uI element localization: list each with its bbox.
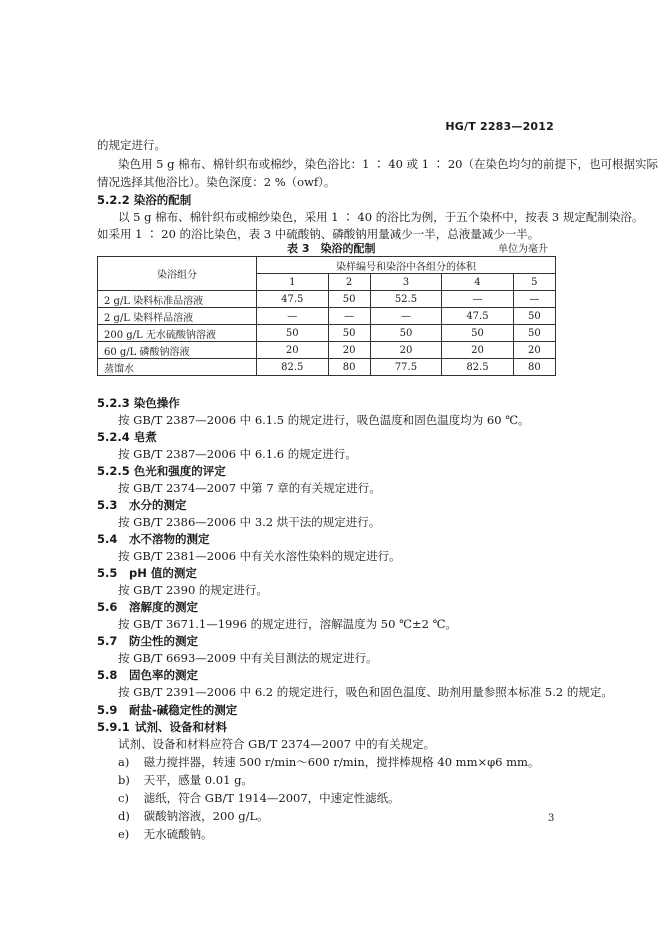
table-row: [98, 359, 556, 376]
section-number: 5.2.2: [97, 193, 130, 207]
intro-line-3: 情况选择其他浴比）。染色深度：2 %（owf）。: [97, 175, 336, 189]
table-col-2: 2: [328, 274, 370, 291]
section-number: 5.5: [97, 566, 118, 580]
section-number: 5.7: [97, 634, 118, 648]
section-text-5-4: 按 GB/T 2381—2006 中有关水溶性染料的规定进行。: [118, 549, 401, 563]
section-title: pH 值的测定: [129, 566, 197, 580]
section-heading-5-7: [97, 634, 198, 648]
section-heading-5-2-4: [97, 430, 157, 444]
row-label: 60 g/L 磷酸钠溶液: [98, 342, 257, 359]
row-label: 2 g/L 染料样品溶液: [98, 308, 257, 325]
list-item: [118, 791, 400, 805]
intro-line-1: 的规定进行。: [97, 138, 166, 152]
table-col-3: 3: [370, 274, 442, 291]
table-cell: 50: [513, 325, 555, 342]
section-title: 色光和强度的评定: [133, 464, 226, 478]
section-number: 5.9.1: [97, 720, 130, 734]
section-heading-5-5: [97, 566, 197, 580]
table-cell: 77.5: [370, 359, 442, 376]
list-item-text: 滤纸，符合 GB/T 1914—2007，中速定性滤纸。: [143, 791, 400, 805]
standard-number: HG/T 2283—2012: [445, 120, 554, 133]
paragraph-5-2-2-line-1: 以 5 g 棉布、棉针织布或棉纱染色，采用 1 ∶ 40 的浴比为例，于五个染杯中，按表 3 规定配制染浴。: [118, 210, 644, 224]
table-cell: 47.5: [257, 291, 329, 308]
table-unit: 单位为毫升: [498, 244, 548, 255]
section-heading-5-2-2: [97, 193, 191, 207]
section-number: 5.3: [97, 498, 118, 512]
section-heading-5-6: [97, 600, 198, 614]
list-item-text: 天平，感量 0.01 g。: [143, 773, 253, 787]
table-row: [98, 342, 556, 359]
section-text-5-9-1: 试剂、设备和材料应符合 GB/T 2374—2007 中的有关规定。: [118, 737, 436, 751]
list-item: [118, 773, 253, 787]
section-text-5-5: 按 GB/T 2390 的规定进行。: [118, 583, 268, 597]
table-cell: 50: [257, 325, 329, 342]
section-title: 染浴的配制: [133, 193, 192, 207]
list-item-label: b): [118, 773, 130, 787]
row-label: 200 g/L 无水硫酸钠溶液: [98, 325, 257, 342]
table-cell: 50: [328, 291, 370, 308]
table-row: [98, 291, 556, 308]
table-cell: 50: [370, 325, 442, 342]
table-cell: 80: [328, 359, 370, 376]
table-caption: 表 3 染浴的配制: [287, 242, 376, 255]
section-title: 皂煮: [133, 430, 157, 444]
paragraph-5-2-2-line-2: 如采用 1 ∶ 20 的浴比染色，表 3 中硫酸钠、磷酸钠用量减少一半，总液量减少一半。: [97, 227, 540, 241]
table-cell: 50: [442, 325, 514, 342]
table-col-4: 4: [442, 274, 514, 291]
section-text-5-6: 按 GB/T 3671.1—1996 的规定进行，溶解温度为 50 ℃±2 ℃。: [118, 617, 457, 631]
table-cell: 20: [513, 342, 555, 359]
section-title: 染色操作: [133, 396, 180, 410]
intro-line-2: 染色用 5 g 棉布、棉针织布或棉纱，染色浴比：1 ∶ 40 或 1 ∶ 20（在染色均匀的前提下，也可根据实际: [118, 157, 658, 171]
table-cell: 82.5: [442, 359, 514, 376]
row-label: 2 g/L 染料标准品溶液: [98, 291, 257, 308]
list-item-text: 碳酸钠溶液，200 g/L。: [143, 809, 269, 823]
table-cell: 50: [513, 308, 555, 325]
table-cell: —: [257, 308, 329, 325]
table-cell: —: [442, 291, 514, 308]
section-title: 防尘性的测定: [129, 634, 199, 648]
section-number: 5.4: [97, 532, 118, 546]
table-col-header: 染浴组分: [98, 257, 257, 291]
section-title: 水不溶物的测定: [129, 532, 210, 546]
table-cell: 47.5: [442, 308, 514, 325]
page-number: 3: [548, 813, 555, 824]
list-item: [118, 755, 539, 769]
section-number: 5.2.5: [97, 464, 130, 478]
section-title: 试剂、设备和材料: [135, 720, 228, 734]
list-item: [118, 809, 269, 823]
list-item-text: 无水硫酸钠。: [143, 827, 213, 841]
table-cell: 52.5: [370, 291, 442, 308]
table-cell: 20: [370, 342, 442, 359]
table-row: [98, 325, 556, 342]
section-title: 固色率的测定: [129, 668, 199, 682]
section-text-5-2-4: 按 GB/T 2387—2006 中 6.1.6 的规定进行。: [118, 447, 357, 461]
list-item-text: 磁力搅拌器，转速 500 r/min～600 r/min，搅拌棒规格 40 mm×φ6 mm。: [143, 755, 540, 769]
dye-bath-table: [97, 256, 556, 376]
list-item-label: a): [118, 755, 130, 769]
table-row: [98, 308, 556, 325]
list-item-label: e): [118, 827, 130, 841]
section-title: 耐盐-碱稳定性的测定: [129, 703, 238, 717]
table-cell: 20: [257, 342, 329, 359]
section-number: 5.2.4: [97, 430, 130, 444]
section-number: 5.8: [97, 668, 118, 682]
row-label: 蒸馏水: [98, 359, 257, 376]
table-cell: —: [513, 291, 555, 308]
section-title: 溶解度的测定: [129, 600, 199, 614]
section-text-5-8: 按 GB/T 2391—2006 中 6.2 的规定进行，吸色和固色温度、助剂用量参照本标准 5.2 的规定。: [118, 685, 613, 699]
section-heading-5-9: [97, 703, 237, 717]
table-cell: 50: [328, 325, 370, 342]
section-text-5-2-3: 按 GB/T 2387—2006 中 6.1.5 的规定进行，吸色温度和固色温度均为 60 ℃。: [118, 413, 530, 427]
table-cell: 20: [442, 342, 514, 359]
table-cell: 82.5: [257, 359, 329, 376]
section-number: 5.6: [97, 600, 118, 614]
list-item-label: c): [118, 791, 129, 805]
table-cell: —: [370, 308, 442, 325]
list-item: [118, 827, 213, 841]
section-text-5-3: 按 GB/T 2386—2006 中 3.2 烘干法的规定进行。: [118, 515, 381, 529]
section-number: 5.9: [97, 703, 118, 717]
section-text-5-2-5: 按 GB/T 2374—2007 中第 7 章的有关规定进行。: [118, 481, 381, 495]
section-title: 水分的测定: [129, 498, 187, 512]
list-item-label: d): [118, 809, 130, 823]
section-heading-5-9-1: [97, 720, 227, 734]
section-number: 5.2.3: [97, 396, 130, 410]
section-text-5-7: 按 GB/T 6693—2009 中有关目测法的规定进行。: [118, 651, 378, 665]
section-heading-5-3: [97, 498, 187, 512]
table-cell: 80: [513, 359, 555, 376]
table-group-header: 染样编号和染浴中各组分的体积: [257, 257, 556, 274]
table-col-5: 5: [513, 274, 555, 291]
section-heading-5-8: [97, 668, 198, 682]
section-heading-5-2-3: [97, 396, 180, 410]
section-heading-5-4: [97, 532, 210, 546]
table-cell: —: [328, 308, 370, 325]
table-cell: 20: [328, 342, 370, 359]
table-col-1: 1: [257, 274, 329, 291]
section-heading-5-2-5: [97, 464, 226, 478]
